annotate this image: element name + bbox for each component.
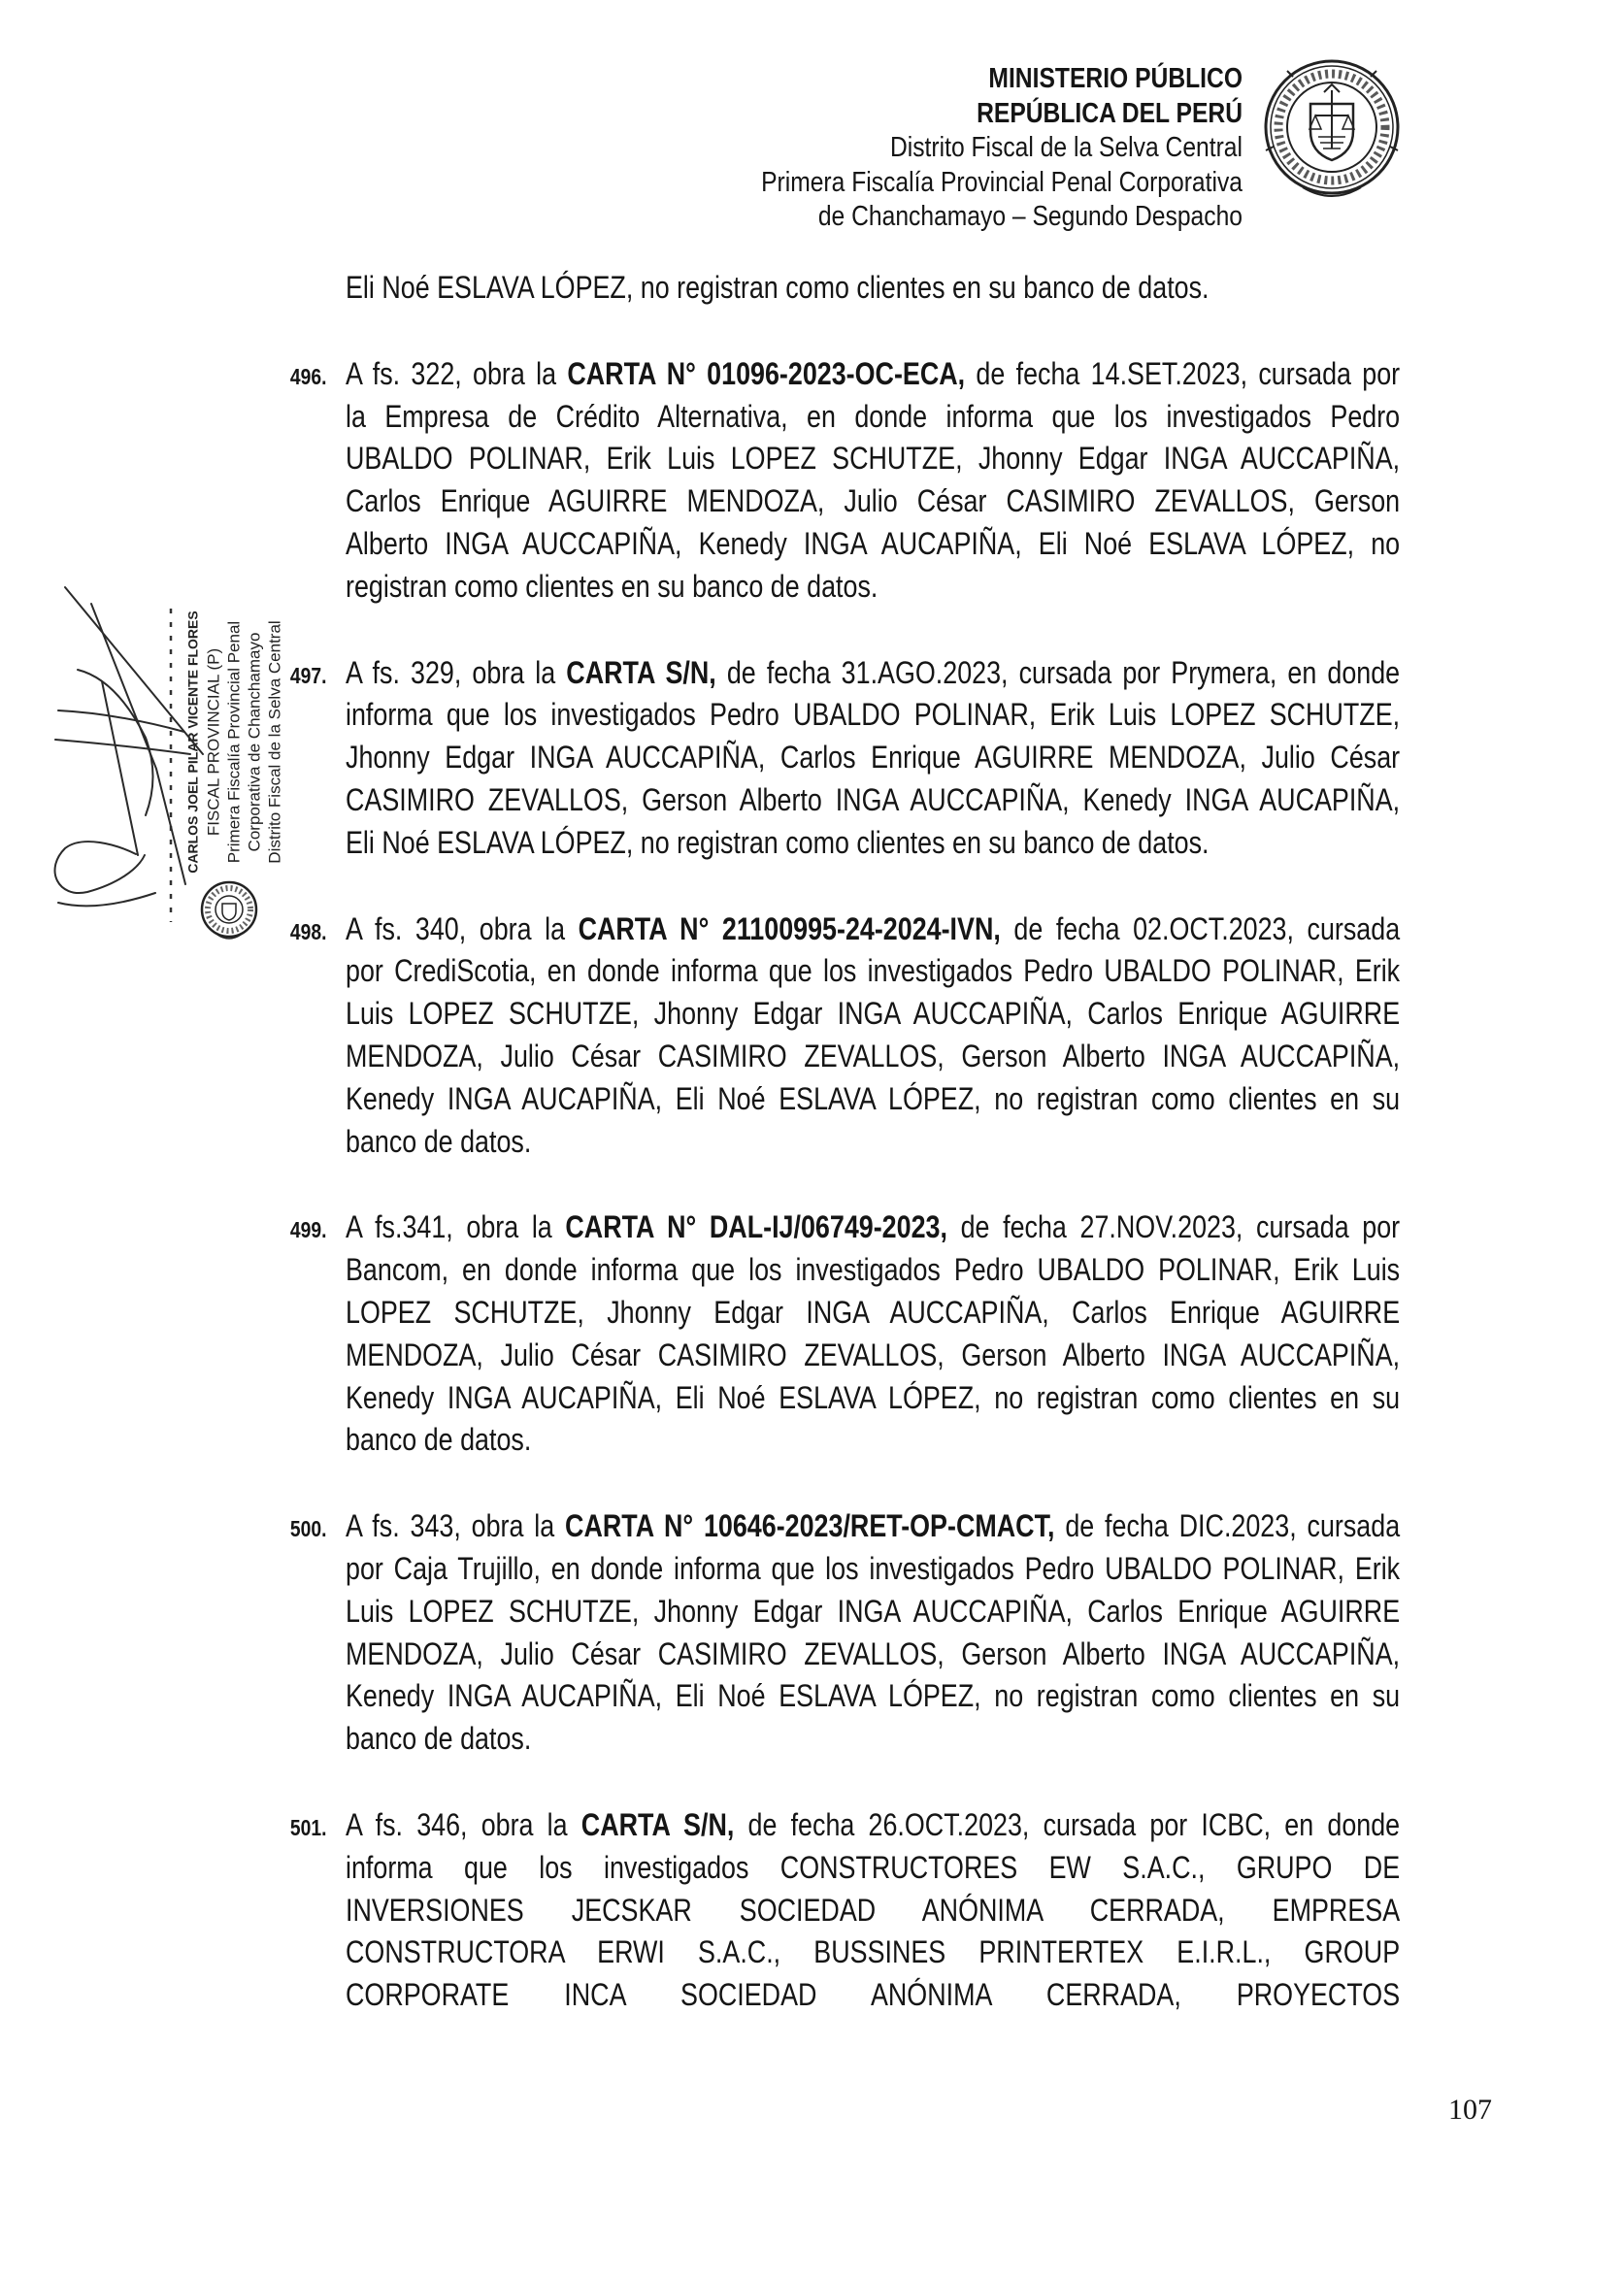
text-line xyxy=(346,1591,1400,1634)
document-reference: CARTA N° 21100995-24-2024-IVN, xyxy=(578,910,1001,946)
letterhead-institution: MINISTERIO PÚBLICO xyxy=(988,63,1243,94)
text-line xyxy=(346,1675,1400,1718)
text-segment: de fecha 26.OCT.2023, cursada por ICBC, en donde xyxy=(734,1806,1401,1842)
letterhead xyxy=(500,62,1243,235)
paragraph-number: 498. xyxy=(289,918,327,944)
text-line xyxy=(346,950,1400,993)
text-segment: A fs. 343, obra la xyxy=(346,1508,566,1544)
text-segment: MENDOZA, Julio César CASIMIRO ZEVALLOS, Gerson Alberto INGA AUCCAPIÑA, xyxy=(346,1038,1401,1073)
text-line xyxy=(346,523,1400,566)
text-line xyxy=(346,1419,1400,1462)
text-segment: Luis LOPEZ SCHUTZE, Jhonny Edgar INGA AUCCAPIÑA, Carlos Enrique AGUIRRE xyxy=(346,1593,1401,1629)
text-line xyxy=(346,908,1400,951)
text-segment: MENDOZA, Julio César CASIMIRO ZEVALLOS, Gerson Alberto INGA AUCCAPIÑA, xyxy=(346,1635,1401,1671)
numbered-paragraph xyxy=(289,1505,1401,1761)
text-segment: banco de datos. xyxy=(346,1721,532,1757)
letterhead-district: Distrito Fiscal de la Selva Central xyxy=(889,132,1243,163)
text-line xyxy=(346,1036,1400,1078)
text-segment: Carlos Enrique AGUIRRE MENDOZA, Julio César CASIMIRO ZEVALLOS, Gerson xyxy=(346,483,1401,519)
text-segment: A fs. 322, obra la xyxy=(346,355,568,391)
text-segment: LOPEZ SCHUTZE, Jhonny Edgar INGA AUCCAPIÑA, Carlos Enrique AGUIRRE xyxy=(346,1294,1401,1330)
numbered-paragraph xyxy=(289,652,1401,865)
institutional-seal-icon xyxy=(1266,61,1398,196)
text-line xyxy=(346,1890,1400,1932)
text-line xyxy=(346,652,1400,695)
text-line xyxy=(346,1078,1400,1121)
text-line xyxy=(346,480,1400,523)
text-line xyxy=(346,1847,1400,1890)
numbered-paragraph xyxy=(289,1206,1401,1462)
text-segment: A fs. 329, obra la xyxy=(346,654,567,690)
document-reference: CARTA S/N, xyxy=(566,654,716,690)
document-reference: CARTA S/N, xyxy=(580,1806,735,1842)
text-line xyxy=(346,822,1400,865)
text-line xyxy=(346,1718,1400,1761)
text-segment: registran como clientes en su banco de datos. xyxy=(346,568,878,604)
letterhead-office-location: de Chanchamayo – Segundo Despacho xyxy=(817,201,1243,232)
text-segment: Alberto INGA AUCCAPIÑA, Kenedy INGA AUCAPIÑA, Eli Noé ESLAVA LÓPEZ, no xyxy=(346,525,1401,561)
small-seal-icon xyxy=(202,882,256,939)
text-segment: banco de datos. xyxy=(346,1123,532,1159)
document-reference: CARTA N° DAL-IJ/06749-2023, xyxy=(565,1209,947,1245)
text-line xyxy=(346,1974,1400,2017)
paragraph-number: 499. xyxy=(289,1217,327,1243)
numbered-paragraph xyxy=(289,1804,1401,2017)
prosecutor-stamp xyxy=(183,602,285,883)
text-line xyxy=(346,438,1400,480)
stamp-title: FISCAL PROVINCIAL (P) xyxy=(204,647,223,837)
document-reference: CARTA N° 01096-2023-OC-ECA, xyxy=(567,355,966,391)
text-line xyxy=(346,1121,1400,1164)
text-segment: INVERSIONES JECSKAR SOCIEDAD ANÓNIMA CERRADA, EMPRESA xyxy=(346,1892,1401,1928)
paragraph-number: 501. xyxy=(289,1814,327,1840)
text-segment: CASIMIRO ZEVALLOS, Gerson Alberto INGA AUCCAPIÑA, Kenedy INGA AUCAPIÑA, xyxy=(346,781,1401,817)
text-segment: de fecha 14.SET.2023, cursada por xyxy=(965,355,1401,391)
text-line xyxy=(346,353,1400,396)
page-number: 107 xyxy=(1448,2094,1492,2126)
letterhead-office: Primera Fiscalía Provincial Penal Corporativa xyxy=(761,166,1243,198)
text-line xyxy=(346,1335,1400,1377)
text-line xyxy=(346,1249,1400,1292)
text-segment: de fecha 02.OCT.2023, cursada xyxy=(1000,910,1401,946)
text-segment: CONSTRUCTORA ERWI S.A.C., BUSSINES PRINTERTEX E.I.R.L., GROUP xyxy=(346,1934,1401,1970)
text-segment: de fecha 27.NOV.2023, cursada por xyxy=(946,1209,1401,1245)
text-line xyxy=(346,1377,1400,1420)
text-line xyxy=(346,779,1400,822)
text-segment: la Empresa de Crédito Alternativa, en donde informa que los investigados Pedro xyxy=(346,398,1401,434)
text-segment: A fs. 346, obra la xyxy=(346,1806,581,1842)
text-segment: de fecha 31.AGO.2023, cursada por Prymera, en donde xyxy=(715,654,1401,690)
stamp-district: Distrito Fiscal de la Selva Central xyxy=(265,620,284,864)
text-segment: A fs.341, obra la xyxy=(346,1209,566,1245)
document-reference: CARTA N° 10646-2023/RET-OP-CMACT, xyxy=(565,1508,1055,1544)
letterhead-country: REPÚBLICA DEL PERÚ xyxy=(977,97,1243,129)
text-line xyxy=(346,737,1400,779)
handwritten-signature xyxy=(55,587,203,906)
stamp-office-location: Corporativa de Chanchamayo xyxy=(245,632,264,852)
paragraph-number: 497. xyxy=(289,662,327,688)
text-line xyxy=(346,694,1400,737)
text-segment: Jhonny Edgar INGA AUCCAPIÑA, Carlos Enrique AGUIRRE MENDOZA, Julio César xyxy=(346,740,1401,776)
text-segment: de fecha DIC.2023, cursada xyxy=(1054,1508,1401,1544)
text-segment: Bancom, en donde informa que los investigados Pedro UBALDO POLINAR, Erik Luis xyxy=(346,1252,1401,1288)
text-segment: CORPORATE INCA SOCIEDAD ANÓNIMA CERRADA, PROYECTOS xyxy=(346,1977,1401,2013)
continuation-line: Eli Noé ESLAVA LÓPEZ, no registran como clientes en su banco de datos. xyxy=(346,270,1210,305)
text-segment: MENDOZA, Julio César CASIMIRO ZEVALLOS, Gerson Alberto INGA AUCCAPIÑA, xyxy=(346,1337,1401,1372)
text-line xyxy=(346,993,1400,1036)
text-segment: A fs. 340, obra la xyxy=(346,910,579,946)
text-line xyxy=(346,1548,1400,1591)
document-body xyxy=(289,267,1401,2017)
text-segment: por Caja Trujillo, en donde informa que los investigados Pedro UBALDO POLINAR, Erik xyxy=(346,1550,1401,1586)
text-segment: banco de datos. xyxy=(346,1422,532,1458)
stamp-name: CARLOS JOEL PILAR VICENTE FLORES xyxy=(184,611,201,874)
numbered-paragraph xyxy=(289,353,1401,609)
paragraph-number: 500. xyxy=(289,1516,327,1542)
text-segment: Eli Noé ESLAVA LÓPEZ, no registran como clientes en su banco de datos. xyxy=(346,824,1210,860)
stamp-office: Primera Fiscalía Provincial Penal xyxy=(224,620,244,864)
text-line xyxy=(346,1505,1400,1548)
text-segment: informa que los investigados CONSTRUCTORES EW S.A.C., GRUPO DE xyxy=(346,1849,1401,1885)
text-line xyxy=(346,396,1400,439)
text-line xyxy=(346,1634,1400,1676)
text-line xyxy=(346,1206,1400,1249)
text-line xyxy=(346,1931,1400,1974)
text-segment: Luis LOPEZ SCHUTZE, Jhonny Edgar INGA AUCCAPIÑA, Carlos Enrique AGUIRRE xyxy=(346,996,1401,1032)
text-segment: por CrediScotia, en donde informa que los investigados Pedro UBALDO POLINAR, Erik xyxy=(346,953,1401,989)
text-segment: informa que los investigados Pedro UBALDO POLINAR, Erik Luis LOPEZ SCHUTZE, xyxy=(346,697,1401,733)
text-segment: Kenedy INGA AUCAPIÑA, Eli Noé ESLAVA LÓPEZ, no registran como clientes en su xyxy=(346,1379,1401,1415)
text-segment: UBALDO POLINAR, Erik Luis LOPEZ SCHUTZE, Jhonny Edgar INGA AUCCAPIÑA, xyxy=(346,441,1401,477)
paragraph-number: 496. xyxy=(289,363,327,389)
numbered-paragraph xyxy=(289,908,1401,1164)
text-segment: Kenedy INGA AUCAPIÑA, Eli Noé ESLAVA LÓPEZ, no registran como clientes en su xyxy=(346,1678,1401,1714)
text-line xyxy=(346,1804,1400,1847)
text-line xyxy=(346,566,1400,609)
text-line xyxy=(346,1292,1400,1335)
text-segment: Kenedy INGA AUCAPIÑA, Eli Noé ESLAVA LÓPEZ, no registran como clientes en su xyxy=(346,1080,1401,1116)
